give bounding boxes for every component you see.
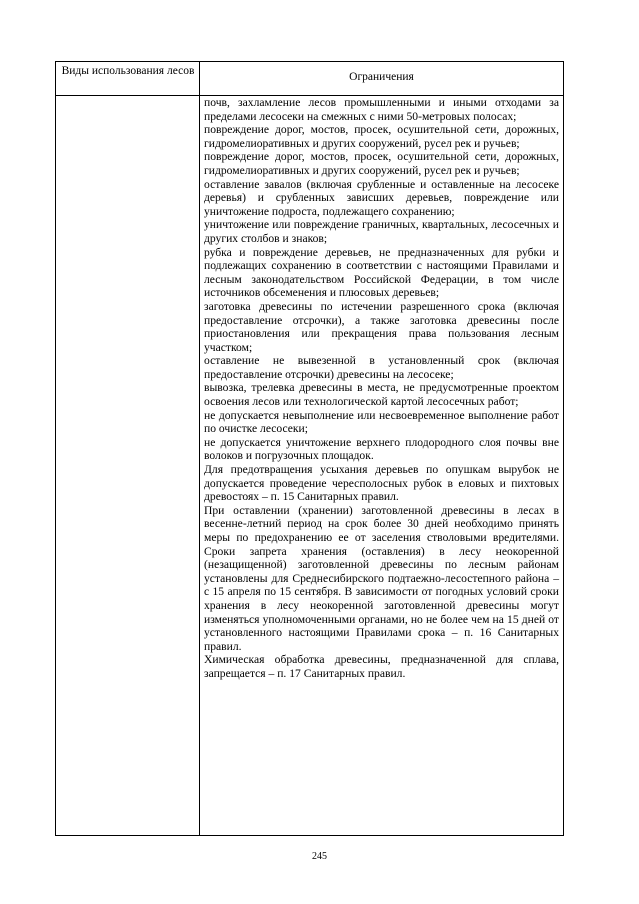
restriction-paragraph: не допускается невыполнение или несвоевременное выполнение работ по очистке лесосеки; (204, 408, 559, 436)
restriction-paragraph: оставление не вывезенной в установленный срок (включая предоставление отсрочки) древесины на лесосеке; (204, 354, 559, 381)
column-divider (199, 62, 200, 835)
restrictions-table (55, 61, 564, 836)
restriction-paragraph: заготовка древесины по истечении разрешенного срока (включая предоставление отсрочки), а также заготовка древесины после приостановления или прекращения права пользования лесным участком; (204, 299, 559, 354)
restriction-paragraph: Химическая обработка древесины, предназначенной для сплава, запрещается – п. 17 Санитарных правил. (204, 653, 559, 680)
restriction-paragraph: повреждение дорог, мостов, просек, осушительной сети, дорожных, гидромелиоративных и других сооружений, русел рек и ручьев; (204, 123, 559, 150)
restriction-paragraph: не допускается уничтожение верхнего плодородного слоя почвы вне волоков и погрузочных площадок. (204, 435, 559, 463)
header-forest-use-types: Виды использования лесов (61, 65, 195, 77)
restrictions-cell (204, 96, 559, 681)
restriction-paragraph: вывозка, трелевка древесины в места, не предусмотренные проектом освоения лесов или технологической картой лесосечных работ; (204, 381, 559, 409)
restriction-paragraph: При оставлении (хранении) заготовленной древесины в лесах в весенне-летний период на срок более 30 дней необходимо принять меры по предохранению ее от заселения стволовыми вредителями. Сроки запрета хранения (оставления) в лесу неокоренной (незащищенной) заготовленной древесины по лесным районам установлены для Среднесибирского подтаежно-лесостепного района – с 15 апреля по 15 сентября. В зависимости от погодных условий сроки хранения в лесу неокоренной заготовленной древесины могут изменяться уполномоченными органами, но не более чем на 15 дней от установленного настоящими Правилами срока – п. 16 Санитарных правил. (204, 503, 559, 653)
restriction-paragraph: уничтожение или повреждение граничных, квартальных, лесосечных и других столбов и знаков; (204, 218, 559, 245)
restriction-paragraph: повреждение дорог, мостов, просек, осушительной сети, дорожных, гидромелиоративных и других сооружений, русел рек и ручьев; (204, 150, 559, 177)
page-number: 245 (312, 851, 327, 862)
restriction-paragraph: рубка и повреждение деревьев, не предназначенных для рубки и подлежащих сохранению в соответствии с настоящими Правилами и лесным законодательством Российской Федерации, в том числе источников обсеменения и плюсовых деревьев; (204, 245, 559, 300)
restriction-paragraph: Для предотвращения усыхания деревьев по опушкам вырубок не допускается проведение чересполосных рубок в еловых и пихтовых древостоях – п. 15 Санитарных правил. (204, 463, 559, 504)
restriction-paragraph: оставление завалов (включая срубленные и оставленные на лесосеке деревья) и срубленных зависших деревьев, повреждение или уничтожение подроста, подлежащего сохранению; (204, 177, 559, 218)
header-restrictions: Ограничения (349, 71, 414, 83)
restriction-paragraph: почв, захламление лесов промышленными и иными отходами за пределами лесосеки на смежных с ними 50-метровых полосах; (204, 96, 559, 123)
